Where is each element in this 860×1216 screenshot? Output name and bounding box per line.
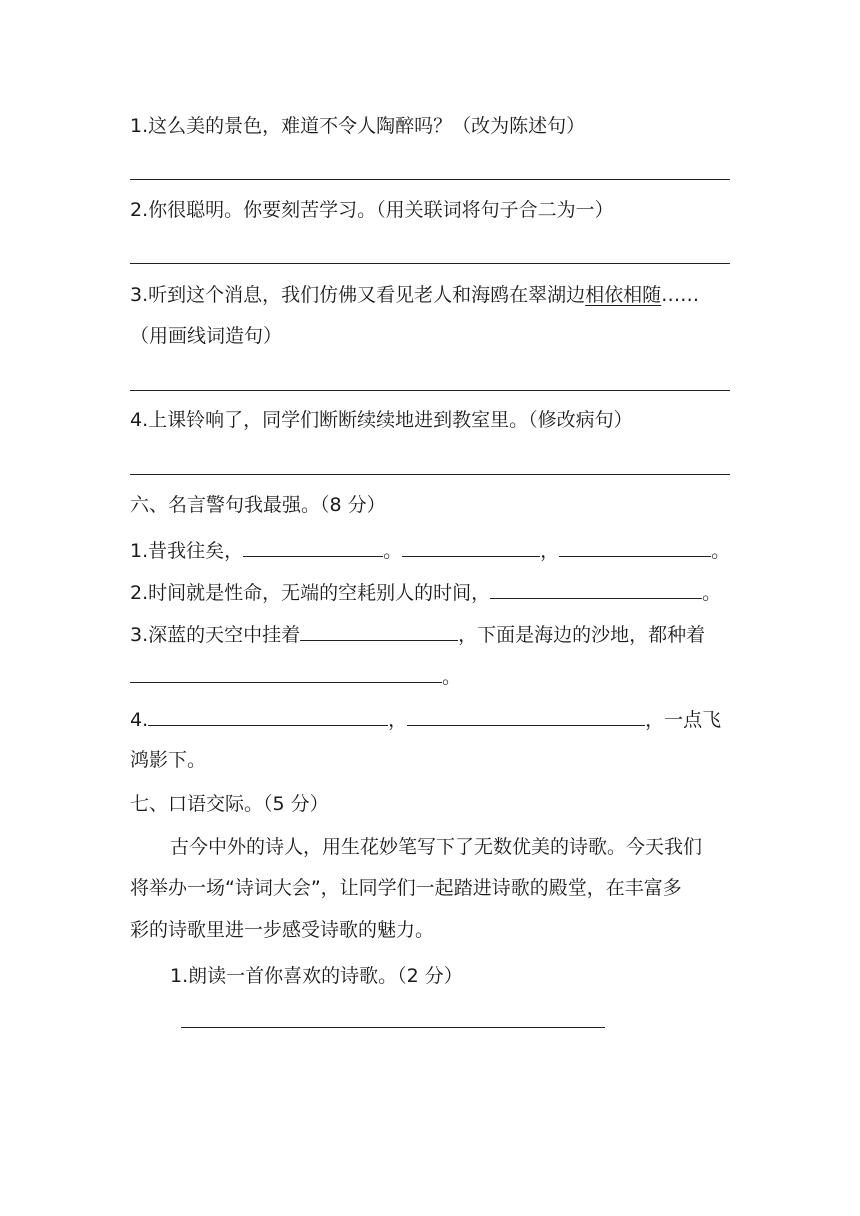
quote-item-2 [130, 578, 721, 606]
quote-item-4-mid: ，一点飞 [645, 709, 722, 731]
quote-blank-3b[interactable] [130, 662, 442, 683]
answer-line-3[interactable] [130, 390, 730, 391]
quote-blank-3a[interactable] [300, 620, 458, 641]
quote-item-1-sep1: 。 [383, 540, 403, 562]
oral-task-1-answer-line[interactable] [181, 1027, 605, 1028]
answer-line-4[interactable] [130, 474, 730, 475]
quote-blank-4a[interactable] [148, 705, 388, 726]
quote-blank-1c[interactable] [559, 536, 711, 557]
quote-blank-4b[interactable] [407, 705, 645, 726]
question-3-ellipsis: …… [661, 284, 700, 306]
answer-line-2[interactable] [130, 263, 730, 264]
quote-item-4-sep: ， [388, 709, 408, 731]
question-3 [130, 282, 699, 308]
quote-blank-1b[interactable] [402, 536, 540, 557]
question-3-text: 3.听到这个消息，我们仿佛又看见老人和海鸥在翠湖边 [130, 284, 586, 306]
quote-item-3-cont [130, 662, 461, 690]
quote-item-2-prefix: 2.时间就是性命，无端的空耗别人的时间， [130, 582, 491, 604]
quote-item-3-prefix: 3.深蓝的天空中挂着 [130, 624, 301, 646]
section-7-paragraph-line-2: 将举办一场“诗词大会”，让同学们一起踏进诗歌的殿堂，在丰富多 [130, 877, 682, 899]
question-1: 1.这么美的景色，难道不令人陶醉吗？（改为陈述句） [130, 115, 586, 137]
question-4: 4.上课铃响了，同学们断断续续地进到教室里。（修改病句） [130, 409, 633, 431]
quote-item-1 [130, 536, 730, 564]
quote-item-4-prefix: 4. [130, 709, 149, 731]
quote-item-1-sep2: ， [540, 540, 560, 562]
quote-item-3-end: 。 [442, 666, 462, 688]
quote-item-4 [130, 705, 721, 733]
quote-item-2-end: 。 [702, 582, 722, 604]
quote-item-1-end: 。 [711, 540, 731, 562]
quote-item-4-cont: 鸿影下。 [130, 749, 207, 771]
section-6-heading: 六、名言警句我最强。（8 分） [130, 494, 386, 516]
section-7-heading: 七、口语交际。（5 分） [130, 793, 329, 815]
quote-blank-2[interactable] [490, 578, 702, 599]
underlined-word: 相依相随 [585, 284, 662, 306]
quote-item-3 [130, 620, 705, 648]
quote-item-1-prefix: 1.昔我往矣， [130, 540, 244, 562]
quote-item-3-mid: ，下面是海边的沙地，都种着 [458, 624, 706, 646]
answer-line-1[interactable] [130, 179, 730, 180]
question-2: 2.你很聪明。你要刻苦学习。（用关联词将句子合二为一） [130, 199, 614, 221]
quote-blank-1a[interactable] [243, 536, 383, 557]
question-3-instruction: （用画线词造句） [130, 325, 283, 347]
section-7-paragraph-line-3: 彩的诗歌里进一步感受诗歌的魅力。 [130, 919, 435, 941]
section-7-paragraph-line-1: 古今中外的诗人，用生花妙笔写下了无数优美的诗歌。今天我们 [170, 836, 703, 858]
oral-task-1: 1.朗读一首你喜欢的诗歌。（2 分） [170, 965, 463, 987]
